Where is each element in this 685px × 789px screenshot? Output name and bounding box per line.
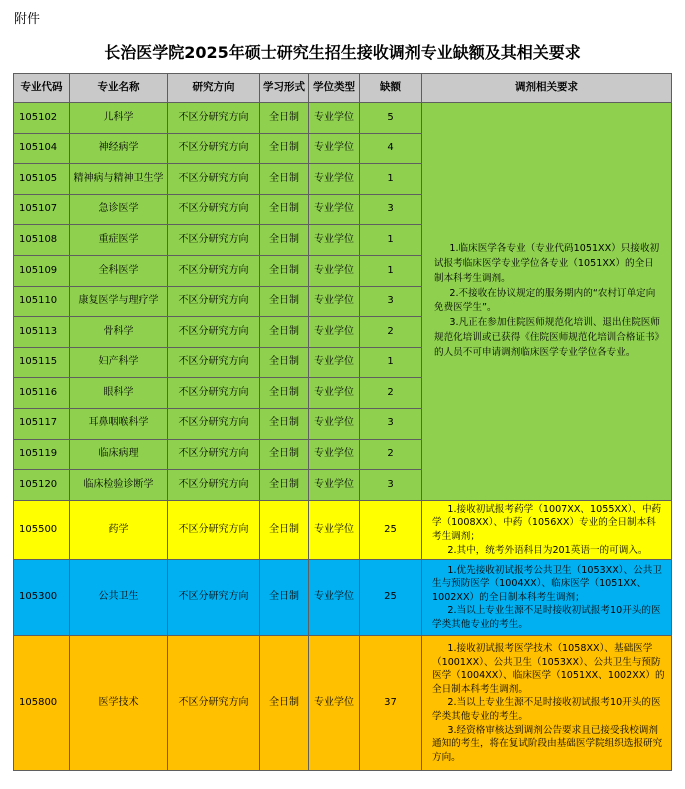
vacancy-count: 5 [360,103,422,134]
major-code: 105120 [14,470,70,501]
study-form: 全日制 [260,225,309,256]
requirement-item: 2.其中，统考外语科目为201英语一的可调入。 [447,544,648,556]
degree-type: 专业学位 [309,317,360,348]
research-direction: 不区分研究方向 [168,133,260,164]
vacancy-count: 3 [360,408,422,439]
research-direction: 不区分研究方向 [168,347,260,378]
research-direction: 不区分研究方向 [168,103,260,134]
degree-type: 专业学位 [309,378,360,409]
pharmacy-requirements [422,500,672,559]
major-name: 全科医学 [70,255,168,286]
vacancy-count: 4 [360,133,422,164]
research-direction: 不区分研究方向 [168,560,260,636]
requirement-item: 1.接收初试报考药学（1007XX、1055XX）、中药学（1008XX）、中药（1056XX）专业的全日制本科考生调剂； [432,503,662,542]
study-form: 全日制 [260,500,309,559]
degree-type: 专业学位 [309,470,360,501]
major-name: 医学技术 [70,636,168,771]
requirement-item: 3.凡正在参加住院医师规范化培训、退出住院医师规范化培训或已获得《住院医师规范化培训合格证书》的人员不可申请调剂临床医学专业学位各专业。 [434,317,660,358]
vacancy-count: 2 [360,439,422,470]
vacancy-count: 3 [360,194,422,225]
vacancy-count: 1 [360,255,422,286]
requirement-item: 2.当以上专业生源不足时接收初试报考10开头的医学类其他专业的考生。 [432,697,661,722]
study-form: 全日制 [260,133,309,164]
major-code: 105119 [14,439,70,470]
degree-type: 专业学位 [309,347,360,378]
study-form: 全日制 [260,286,309,317]
major-code: 105107 [14,194,70,225]
vacancy-count: 2 [360,317,422,348]
requirement-item: 1.临床医学各专业（专业代码1051XX）只接收初试报考临床医学专业学位各专业（1051XX）的全日制本科考生调剂。 [434,242,660,284]
degree-type: 专业学位 [309,500,360,559]
major-name: 精神病与精神卫生学 [70,164,168,195]
major-code: 105116 [14,378,70,409]
header-form: 学习形式 [260,74,309,103]
vacancy-count: 2 [360,378,422,409]
requirement-item: 3.经资格审核达到调剂公告要求且已接受我校调剂通知的考生，将在复试阶段由基础医学院组织选报研究方向。 [432,724,663,763]
degree-type: 专业学位 [309,194,360,225]
degree-type: 专业学位 [309,164,360,195]
table-row [14,103,672,134]
vacancy-count: 1 [360,164,422,195]
attachment-label: 附件 [14,12,41,27]
table-row-pharmacy [14,500,672,559]
research-direction: 不区分研究方向 [168,286,260,317]
major-name: 儿科学 [70,103,168,134]
major-code: 105115 [14,347,70,378]
vacancy-count: 3 [360,286,422,317]
header-code: 专业代码 [14,74,70,103]
header-requirements: 调剂相关要求 [422,74,672,103]
requirement-item: 2.不接收在协议规定的服务期内的“农村订单定向免费医学生”。 [434,287,656,314]
study-form: 全日制 [260,317,309,348]
major-name: 重症医学 [70,225,168,256]
major-code: 105104 [14,133,70,164]
research-direction: 不区分研究方向 [168,439,260,470]
vacancy-count: 3 [360,470,422,501]
research-direction: 不区分研究方向 [168,470,260,501]
degree-type: 专业学位 [309,133,360,164]
research-direction: 不区分研究方向 [168,255,260,286]
header-degree: 学位类型 [309,74,360,103]
study-form: 全日制 [260,636,309,771]
research-direction: 不区分研究方向 [168,225,260,256]
major-code: 105105 [14,164,70,195]
major-name: 急诊医学 [70,194,168,225]
research-direction: 不区分研究方向 [168,636,260,771]
major-code: 105108 [14,225,70,256]
degree-type: 专业学位 [309,225,360,256]
clinical-requirements [422,103,672,501]
vacancy-count: 1 [360,225,422,256]
research-direction: 不区分研究方向 [168,164,260,195]
header-name: 专业名称 [70,74,168,103]
major-code: 105300 [14,560,70,636]
study-form: 全日制 [260,560,309,636]
header-vacancy: 缺额 [360,74,422,103]
header-direction: 研究方向 [168,74,260,103]
table-row-med-tech [14,636,672,771]
study-form: 全日制 [260,470,309,501]
study-form: 全日制 [260,164,309,195]
degree-type: 专业学位 [309,255,360,286]
study-form: 全日制 [260,408,309,439]
study-form: 全日制 [260,255,309,286]
degree-type: 专业学位 [309,636,360,771]
major-name: 妇产科学 [70,347,168,378]
vacancy-count: 1 [360,347,422,378]
degree-type: 专业学位 [309,439,360,470]
major-code: 105117 [14,408,70,439]
table-row-public-health [14,560,672,636]
vacancy-table [13,73,672,771]
requirement-item: 2.当以上专业生源不足时接收初试报考10开头的医学类其他专业的考生。 [432,605,661,631]
study-form: 全日制 [260,347,309,378]
degree-type: 专业学位 [309,286,360,317]
study-form: 全日制 [260,194,309,225]
research-direction: 不区分研究方向 [168,194,260,225]
requirement-item: 1.优先接收初试报考公共卫生（1053XX）、公共卫生与预防医学（1004XX）、临床医学（1051XX、1002XX）的全日制本科考生调剂； [432,564,662,603]
vacancy-count: 25 [360,560,422,636]
major-code: 105110 [14,286,70,317]
major-name: 康复医学与理疗学 [70,286,168,317]
major-name: 公共卫生 [70,560,168,636]
study-form: 全日制 [260,439,309,470]
major-name: 神经病学 [70,133,168,164]
requirement-item: 1.接收初试报考医学技术（1058XX）、基础医学（1001XX）、公共卫生（1053XX）、公共卫生与预防医学（1004XX）、临床医学（1051XX、1002XX）的全日制本科考生调剂。 [432,642,665,695]
vacancy-count: 37 [360,636,422,771]
major-code: 105102 [14,103,70,134]
degree-type: 专业学位 [309,560,360,636]
major-name: 临床检验诊断学 [70,470,168,501]
major-code: 105800 [14,636,70,771]
degree-type: 专业学位 [309,408,360,439]
degree-type: 专业学位 [309,103,360,134]
research-direction: 不区分研究方向 [168,408,260,439]
major-name: 药学 [70,500,168,559]
med-tech-requirements [422,636,672,771]
major-name: 骨科学 [70,317,168,348]
major-name: 耳鼻咽喉科学 [70,408,168,439]
research-direction: 不区分研究方向 [168,378,260,409]
research-direction: 不区分研究方向 [168,500,260,559]
major-code: 105113 [14,317,70,348]
major-code: 105109 [14,255,70,286]
research-direction: 不区分研究方向 [168,317,260,348]
public-health-requirements [422,560,672,636]
study-form: 全日制 [260,378,309,409]
major-code: 105500 [14,500,70,559]
major-name: 眼科学 [70,378,168,409]
study-form: 全日制 [260,103,309,134]
table-header-row [14,74,672,103]
major-name: 临床病理 [70,439,168,470]
vacancy-count: 25 [360,500,422,559]
page-title: 长治医学院2025年硕士研究生招生接收调剂专业缺额及其相关要求 [104,43,581,62]
